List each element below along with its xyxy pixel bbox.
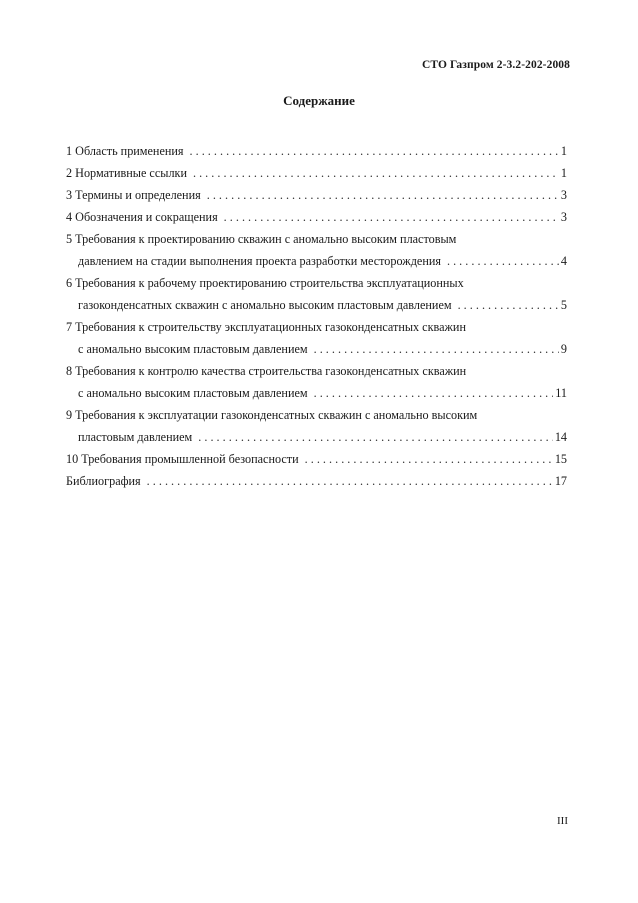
toc-entry-line <box>66 448 567 470</box>
toc-dot-leader <box>147 470 553 492</box>
toc-entry-page-number: 1 <box>560 144 567 158</box>
toc-entry-page-number: 4 <box>560 254 567 268</box>
toc-entry-text: газоконденсатных скважин с аномально высоким пластовым давлением <box>78 298 452 312</box>
toc-dot-leader <box>190 140 559 162</box>
toc-entry-line <box>66 382 567 404</box>
toc-entry-line <box>66 360 567 382</box>
toc-entry-text: с аномально высоким пластовым давлением <box>78 386 308 400</box>
toc-dot-leader <box>314 382 554 404</box>
toc-dot-leader <box>193 162 559 184</box>
toc-title: Содержание <box>283 93 355 108</box>
page-number: III <box>557 815 568 827</box>
toc-entry-page-number: 15 <box>554 452 567 466</box>
toc-dot-leader <box>458 294 559 316</box>
toc-entry-text: с аномально высоким пластовым давлением <box>78 342 308 356</box>
toc-entry-text: 9 Требования к эксплуатации газоконденсатных скважин с аномально высоким <box>66 408 478 422</box>
toc-entry-text: 2 Нормативные ссылки <box>66 166 187 180</box>
toc-entry-line <box>66 184 567 206</box>
toc-entry-line <box>66 294 567 316</box>
toc-entry-line <box>66 272 567 294</box>
table-of-contents <box>66 140 567 492</box>
toc-entry-text: давлением на стадии выполнения проекта разработки месторождения <box>78 254 441 268</box>
toc-entry-text: 6 Требования к рабочему проектированию строительства эксплуатационных <box>66 276 464 290</box>
toc-entry-text: 4 Обозначения и сокращения <box>66 210 218 224</box>
toc-entry-page-number: 9 <box>560 342 567 356</box>
toc-entry-page-number: 1 <box>560 166 567 180</box>
toc-entry-line <box>66 140 567 162</box>
toc-entry-text: 3 Термины и определения <box>66 188 201 202</box>
toc-dot-leader <box>224 206 559 228</box>
toc-dot-leader <box>198 426 553 448</box>
toc-entry-line <box>66 404 567 426</box>
toc-entry-line <box>66 426 567 448</box>
toc-entry-text: 1 Область применения <box>66 144 184 158</box>
toc-entry-page-number: 11 <box>555 386 567 400</box>
toc-entry-line <box>66 338 567 360</box>
toc-dot-leader <box>305 448 553 470</box>
toc-entry-page-number: 3 <box>560 210 567 224</box>
toc-entry-line <box>66 162 567 184</box>
toc-entry-text: 7 Требования к строительству эксплуатационных газоконденсатных скважин <box>66 320 466 334</box>
toc-entry-text: 8 Требования к контролю качества строительства газоконденсатных скважин <box>66 364 467 378</box>
document-code-header: СТО Газпром 2-3.2-202-2008 <box>421 59 570 71</box>
toc-dot-leader <box>207 184 559 206</box>
toc-entry-page-number: 17 <box>554 474 567 488</box>
toc-entry-line <box>66 228 567 250</box>
toc-dot-leader <box>314 338 559 360</box>
toc-entry-text: 5 Требования к проектированию скважин с аномально высоким пластовым <box>66 232 457 246</box>
toc-entry-page-number: 5 <box>560 298 567 312</box>
toc-entry-text: 10 Требования промышленной безопасности <box>66 452 299 466</box>
toc-entry-text: Библиография <box>66 474 141 488</box>
toc-entry-line <box>66 206 567 228</box>
toc-entry-line <box>66 470 567 492</box>
toc-entry-page-number: 14 <box>554 430 567 444</box>
toc-entry-page-number: 3 <box>560 188 567 202</box>
toc-entry-text: пластовым давлением <box>78 430 193 444</box>
toc-entry-line <box>66 250 567 272</box>
toc-entry-line <box>66 316 567 338</box>
toc-dot-leader <box>447 250 559 272</box>
